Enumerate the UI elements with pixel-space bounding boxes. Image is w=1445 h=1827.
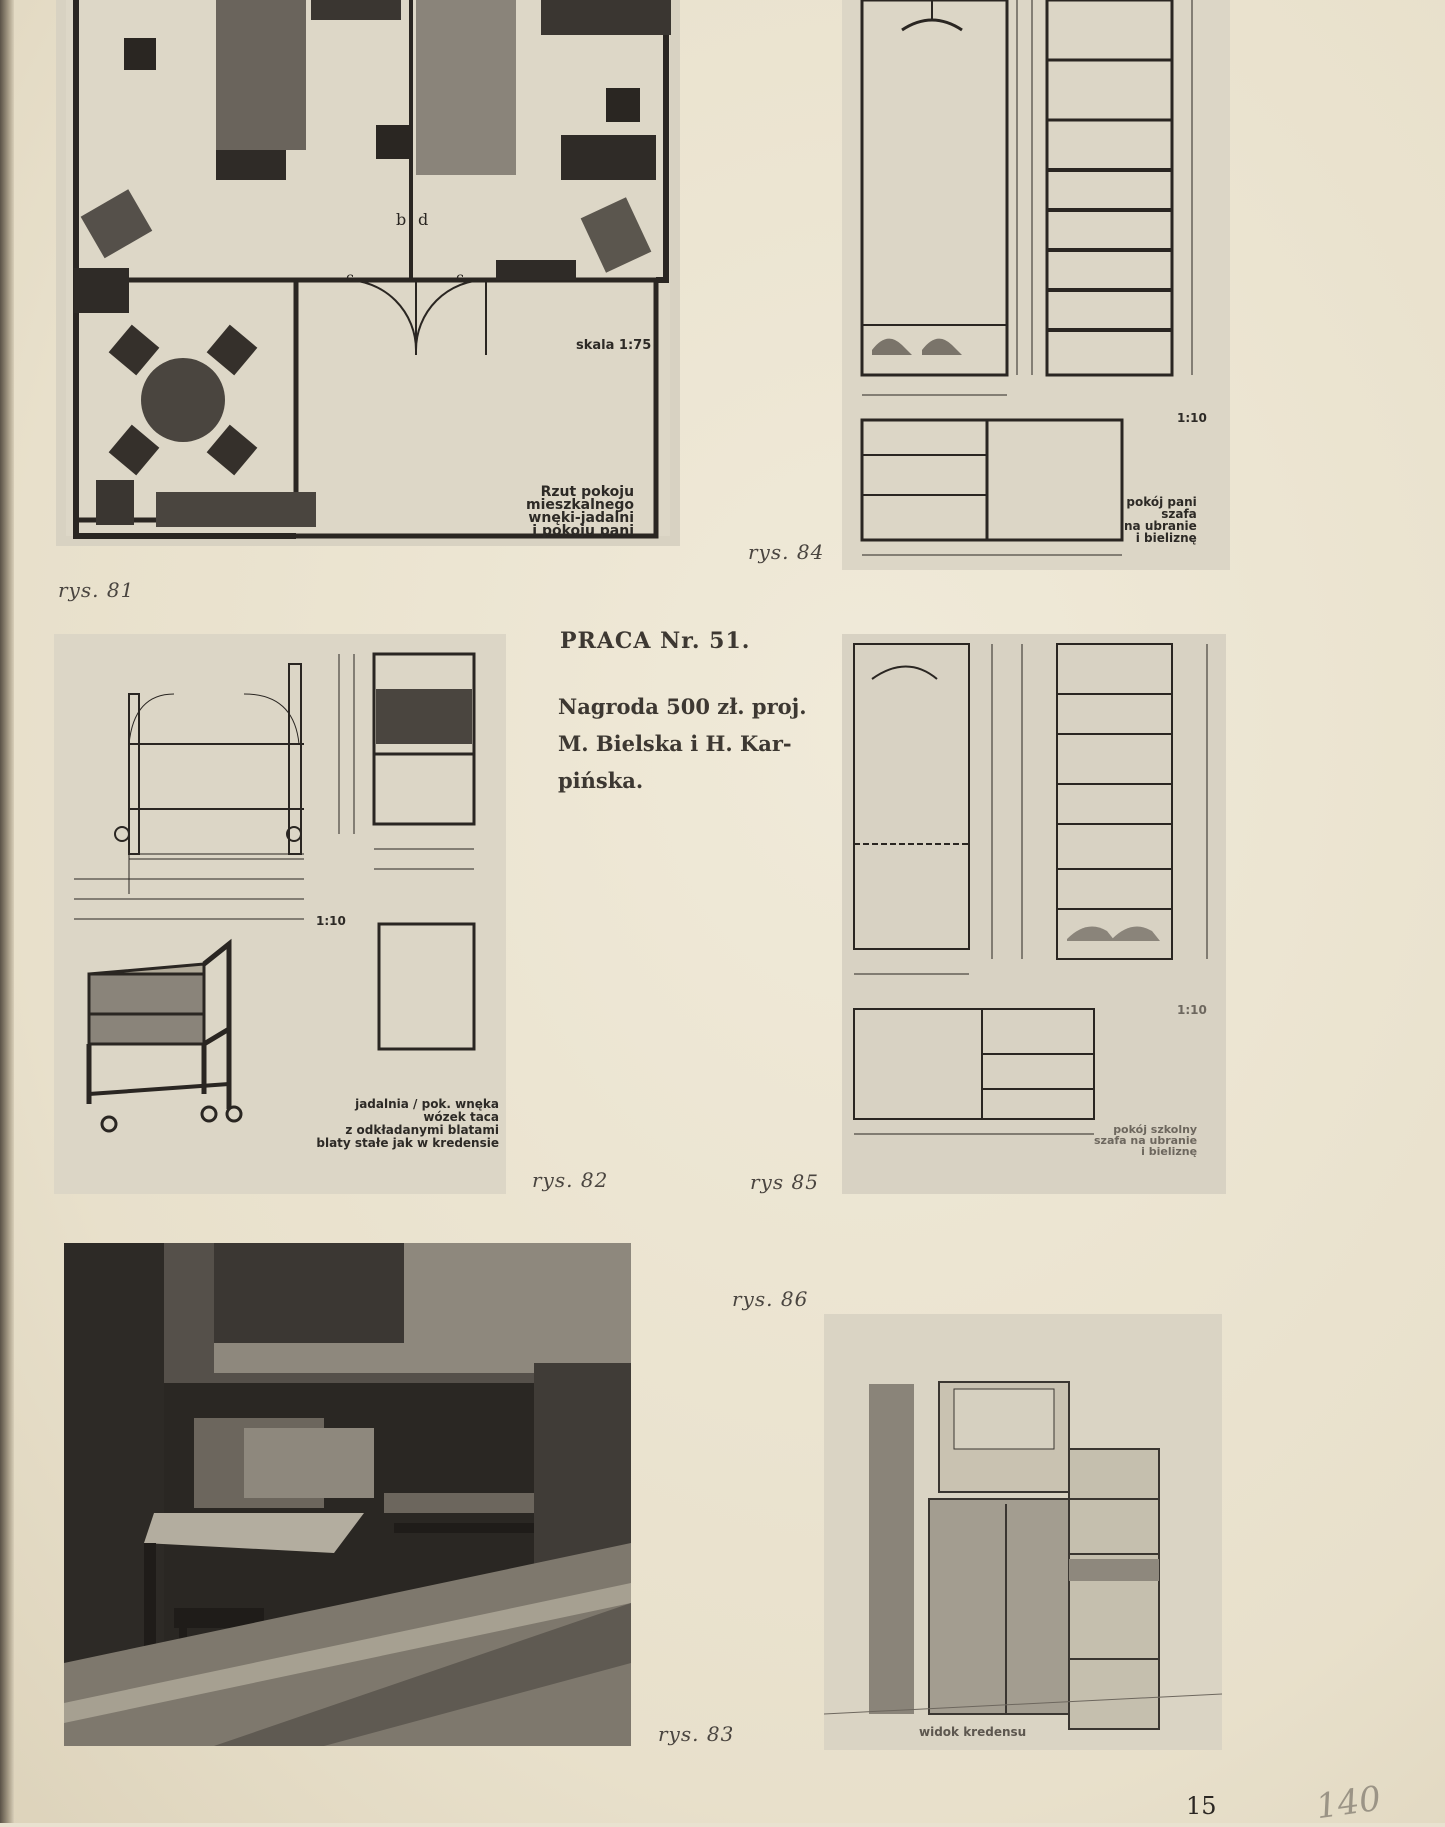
wardrobe-85-svg — [842, 634, 1226, 1194]
caption-rys-84: rys. 84 — [748, 540, 825, 564]
trolley-title-line: wózek taca — [423, 1110, 499, 1124]
interior-photo-svg — [64, 1243, 631, 1746]
trolley-title-line: jadalnia / pok. wnęka — [355, 1097, 499, 1111]
room-mark-c-right: c — [456, 270, 464, 286]
room-mark-b: b — [396, 210, 407, 229]
article-description — [558, 688, 808, 799]
room-mark-d: d — [418, 210, 429, 229]
wardrobe-84-svg — [842, 0, 1230, 570]
caption-rys-83: rys. 83 — [658, 1722, 735, 1746]
floor-plan-title — [526, 486, 634, 538]
wardrobe-84-title-line: pokój pani — [1126, 495, 1197, 509]
interior-photograph — [64, 1243, 631, 1746]
trolley-title-line: blaty stałe jak w kredensie — [316, 1136, 499, 1150]
floor-plan-svg — [56, 0, 680, 546]
floor-plan-title-line: i pokoju pani — [532, 523, 635, 539]
room-mark-c-left: c — [346, 270, 354, 286]
wardrobe-84-title — [1124, 496, 1197, 544]
pencil-annotation: 140 — [1313, 1778, 1384, 1827]
wardrobe-85-title-line: szafa na ubranie — [1094, 1134, 1198, 1147]
sideboard-drawing — [824, 1314, 1222, 1750]
wardrobe-drawing-85 — [842, 634, 1226, 1194]
wardrobe-84-scale: 1:10 — [1177, 411, 1207, 425]
caption-rys-86: rys. 86 — [732, 1287, 809, 1311]
wardrobe-84-title-line: i bieliznę — [1135, 531, 1197, 545]
description-line: M. Bielska i H. Kar- — [558, 731, 792, 756]
caption-rys-82: rys. 82 — [532, 1168, 609, 1192]
article-heading: PRACA Nr. 51. — [560, 628, 751, 654]
trolley-title — [259, 1098, 499, 1150]
wardrobe-85-title — [1094, 1124, 1197, 1157]
floor-plan-drawing — [56, 0, 680, 546]
caption-rys-85: rys 85 — [750, 1170, 819, 1194]
sideboard-svg — [824, 1314, 1222, 1750]
description-line: Nagroda 500 zł. proj. — [558, 694, 807, 719]
wardrobe-84-title-line: szafa — [1161, 507, 1197, 521]
description-line: pińska. — [558, 768, 644, 793]
wardrobe-84-title-line: na ubranie — [1124, 519, 1197, 533]
book-binding — [0, 0, 14, 1823]
floor-plan-title-line: Rzut pokoju — [540, 484, 635, 500]
wardrobe-85-scale: 1:10 — [1177, 1003, 1207, 1017]
wardrobe-85-title-line: pokój szkolny — [1113, 1123, 1198, 1136]
sideboard-title: widok kredensu — [919, 1725, 1027, 1739]
trolley-drawing — [54, 634, 506, 1194]
floor-plan-title-line: mieszkalnego — [526, 497, 635, 513]
caption-rys-81: rys. 81 — [58, 578, 135, 602]
page-number: 15 — [1186, 1792, 1217, 1820]
floor-plan-title-line: wnęki-jadalni — [528, 510, 635, 526]
floor-plan-scale: skala 1:75 — [576, 338, 652, 353]
trolley-scale: 1:10 — [316, 914, 346, 928]
trolley-title-line: z odkładanymi blatami — [345, 1123, 499, 1137]
wardrobe-85-title-line: i bieliznę — [1141, 1145, 1198, 1158]
wardrobe-drawing-84 — [842, 0, 1230, 570]
